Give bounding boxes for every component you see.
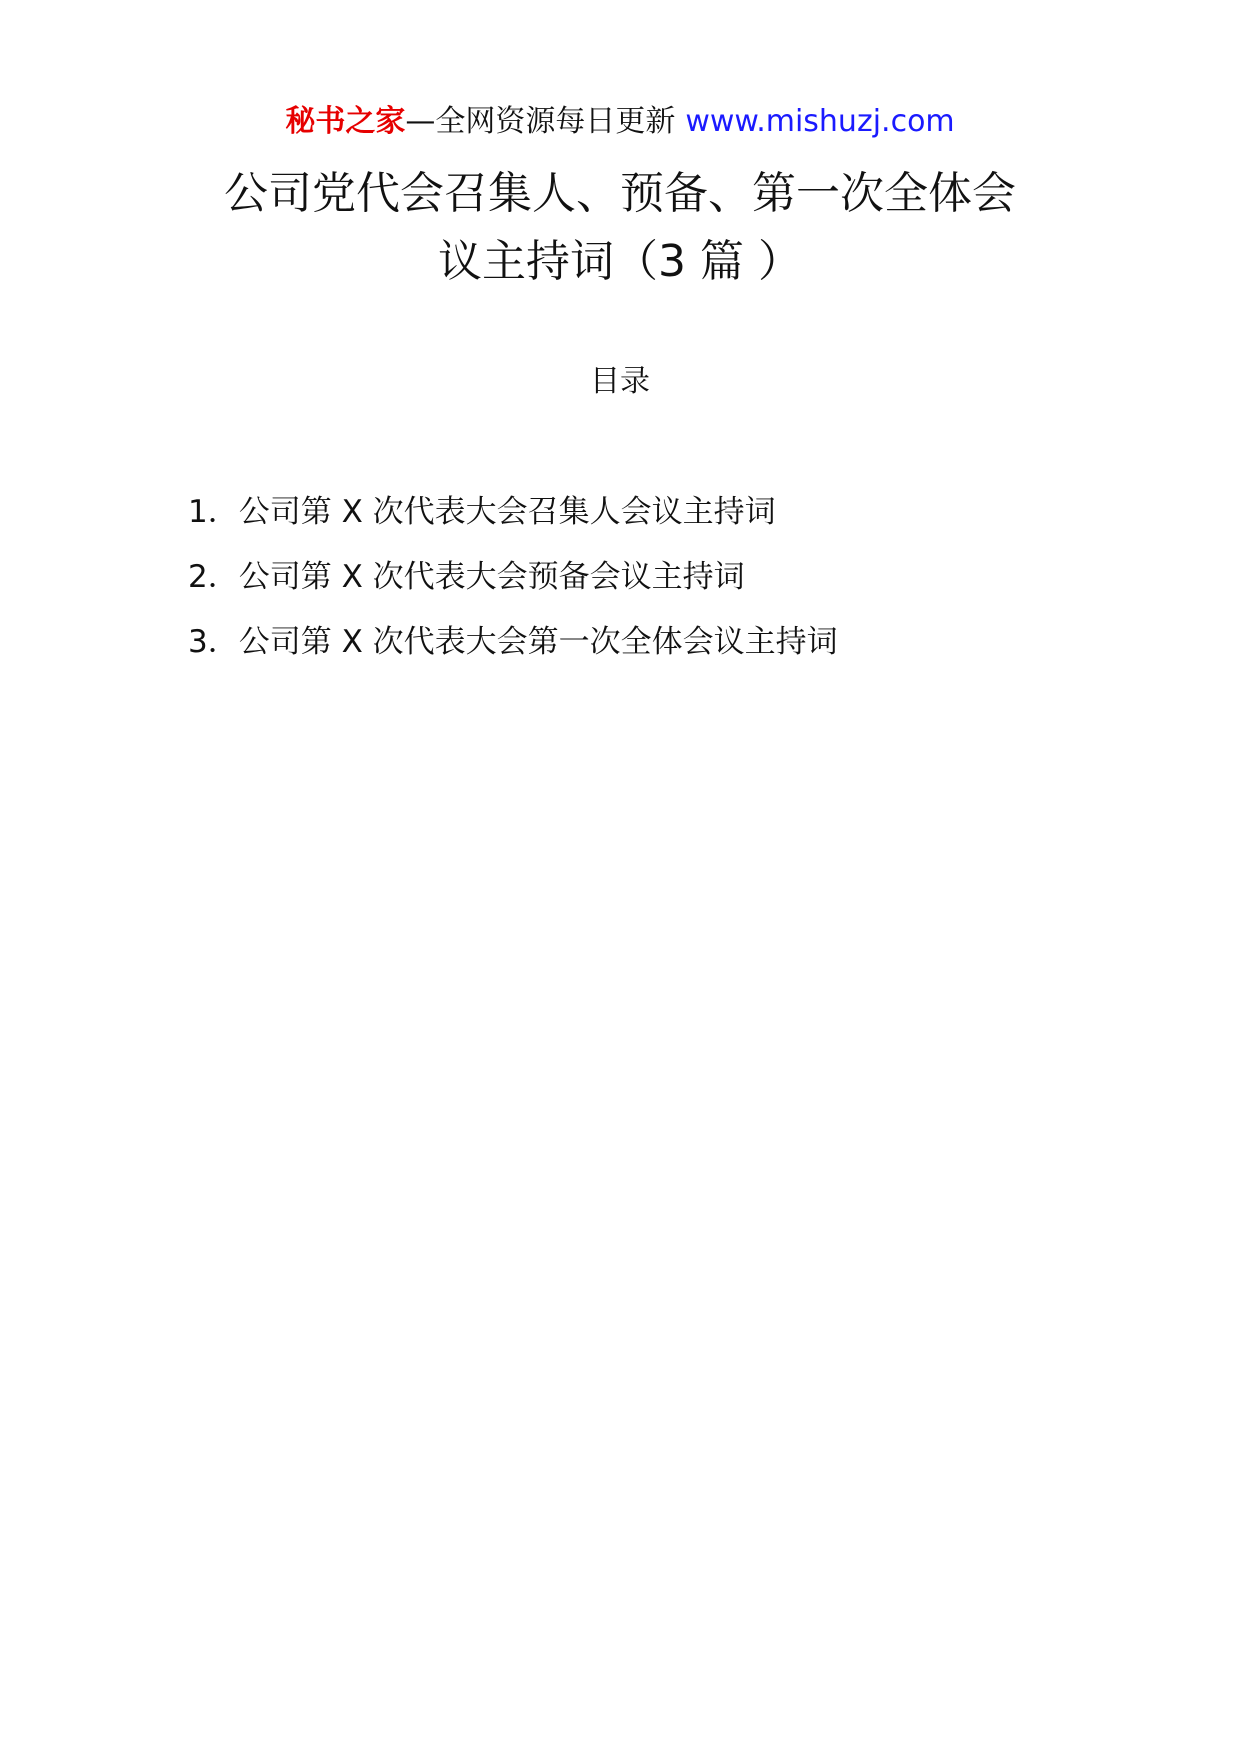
toc-list — [188, 492, 1088, 687]
toc-item-3: 3．公司第 X 次代表大会第一次全体会议主持词 — [188, 624, 838, 660]
banner-tagline: —全网资源每日更新 — [405, 104, 676, 139]
site-url: www.mishuzj.com — [685, 104, 955, 139]
toc-heading: 目录 — [590, 364, 650, 399]
toc-item-1: 1．公司第 X 次代表大会召集人会议主持词 — [188, 494, 776, 530]
title-line-1: 公司党代会召集人、预备、第一次全体会 — [224, 168, 1016, 219]
site-banner — [0, 102, 1240, 142]
document-title — [0, 160, 1240, 296]
toc-item-2: 2．公司第 X 次代表大会预备会议主持词 — [188, 559, 745, 595]
brand-name: 秘书之家 — [285, 104, 406, 139]
title-line-2: 议主持词（3 篇 ） — [438, 236, 802, 287]
